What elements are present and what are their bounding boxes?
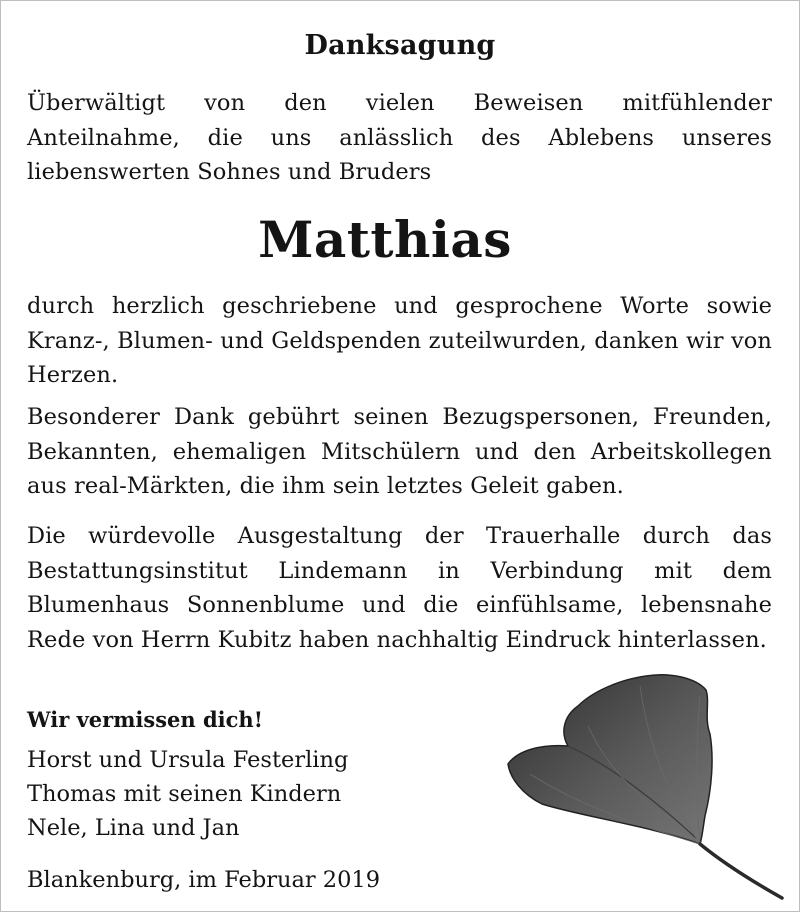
signer-line: Thomas mit seinen Kindern xyxy=(27,781,342,807)
notice-title: Danksagung xyxy=(304,30,496,61)
ginkgo-leaf-icon xyxy=(500,666,790,906)
leaf-blade xyxy=(508,675,712,844)
signers-list xyxy=(27,743,348,845)
ceremony-paragraph: Die würdevolle Ausgestaltung der Trauerhalle durch das Bestattungsinstitut Lindemann in Verbindung mit dem Blumenhaus Sonnenblume und die einfühlsame, lebensnahe Rede von Herrn Kubitz haben nachhaltig Eindruck hinterlassen. xyxy=(27,523,772,653)
signer-line: Nele, Lina und Jan xyxy=(27,815,240,841)
special-thanks-paragraph: Besonderer Dank gebührt seinen Bezugspersonen, Freunden, Bekannten, ehemaligen Mitschülern und den Arbeitskollegen aus real-Märkten, die ihm sein letztes Geleit gaben. xyxy=(27,404,772,499)
deceased-name: Matthias xyxy=(258,210,512,269)
signer-line: Horst und Ursula Festerling xyxy=(27,747,349,773)
intro-paragraph xyxy=(27,86,772,190)
intro-text: Überwältigt von den vielen Beweisen mitfühlender Anteilnahme, die uns anlässlich des Ablebens unseres liebenswerten Sohnes und Bruders xyxy=(27,90,772,185)
thanks-paragraph: durch herzlich geschriebene und gesprochene Worte sowie Kranz-, Blumen- und Geldspenden zuteilwurden, danken wir von Herzen. xyxy=(27,293,772,388)
farewell-line: Wir vermissen dich! xyxy=(27,707,263,732)
place-date: Blankenburg, im Februar 2019 xyxy=(27,867,381,893)
leaf-stem xyxy=(700,844,782,898)
